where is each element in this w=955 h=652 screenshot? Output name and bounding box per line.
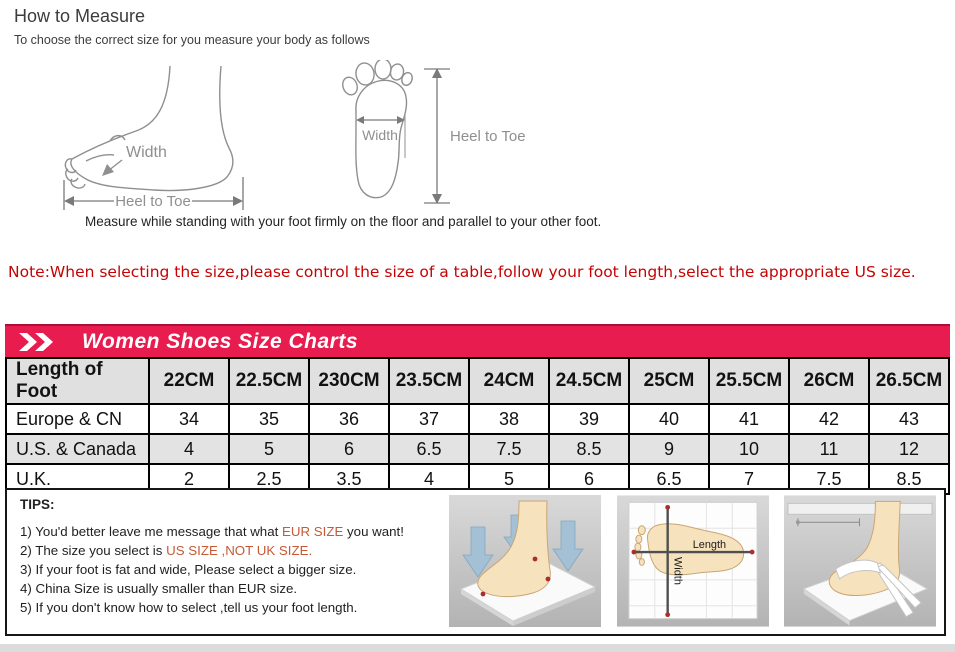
- data-cell: 4: [149, 434, 229, 464]
- double-chevron-right-icon: [18, 332, 56, 352]
- press-down-foot-illustration: [449, 495, 601, 627]
- data-cell: 6: [549, 464, 629, 494]
- data-cell: 12: [869, 434, 949, 464]
- top-width-label: Width: [362, 127, 398, 143]
- data-cell: 2: [149, 464, 229, 494]
- data-cell: 41: [709, 404, 789, 434]
- header-cell: 25CM: [629, 358, 709, 404]
- tip-text: 5) If you don't know how to select ,tell us your foot length.: [20, 600, 358, 615]
- tip-highlight: EUR SIZE: [282, 524, 344, 539]
- top-heel-to-toe-label: Heel to Toe: [450, 128, 526, 145]
- data-cell: 11: [789, 434, 869, 464]
- measure-caption: Measure while standing with your foot firmly on the floor and parallel to your other foot.: [85, 214, 602, 229]
- tip-text: 2) The size you select is: [20, 543, 167, 558]
- data-cell: 4: [389, 464, 469, 494]
- tip-text: 1) You'd better leave me message that what: [20, 524, 282, 539]
- row-label: U.K.: [6, 464, 149, 494]
- tip-item: [20, 524, 404, 539]
- data-cell: 10: [709, 434, 789, 464]
- header-cell: 22CM: [149, 358, 229, 404]
- tip-text: you want!: [343, 524, 404, 539]
- side-heel-to-toe-label: Heel to Toe: [115, 193, 191, 210]
- tip-text: 4) China Size is usually smaller than EUR size.: [20, 581, 298, 596]
- size-chart-title: Women Shoes Size Charts: [82, 329, 359, 353]
- tip-text: 3) If your foot is fat and wide, Please select a bigger size.: [20, 562, 357, 577]
- data-cell: 7.5: [789, 464, 869, 494]
- data-cell: 36: [309, 404, 389, 434]
- data-cell: 6: [309, 434, 389, 464]
- data-cell: 5: [229, 434, 309, 464]
- tip-item: [20, 581, 297, 596]
- size-chart-banner: [5, 324, 950, 357]
- header-cell: Length of Foot: [6, 358, 149, 404]
- data-cell: 40: [629, 404, 709, 434]
- data-cell: 34: [149, 404, 229, 434]
- tips-title: TIPS:: [20, 497, 55, 512]
- tip-highlight: US SIZE ,NOT UK SIZE.: [166, 543, 313, 558]
- bottom-divider: [0, 644, 955, 652]
- arrow-left-icon: [356, 116, 364, 124]
- row-label: U.S. & Canada: [6, 434, 149, 464]
- data-cell: 42: [789, 404, 869, 434]
- width-label: Width: [671, 557, 684, 585]
- data-cell: 9: [629, 434, 709, 464]
- data-cell: 35: [229, 404, 309, 434]
- data-cell: 39: [549, 404, 629, 434]
- tip-item: [20, 543, 312, 558]
- table-header-row: [6, 358, 949, 404]
- tape-wrap-foot-illustration: [784, 495, 936, 627]
- length-width-grid-illustration: [617, 495, 769, 627]
- header-cell: 26CM: [789, 358, 869, 404]
- data-cell: 8.5: [869, 464, 949, 494]
- size-note: Note:When selecting the size,please control the size of a table,follow your foot length,select the appropriate US size.: [8, 263, 916, 281]
- width-arrow-icon: [102, 164, 114, 176]
- table-row: [6, 434, 949, 464]
- page-title: How to Measure: [14, 6, 146, 26]
- data-cell: 43: [869, 404, 949, 434]
- side-foot-diagram: [56, 60, 256, 212]
- tip-item: [20, 600, 357, 615]
- data-cell: 2.5: [229, 464, 309, 494]
- header-cell: 230CM: [309, 358, 389, 404]
- arrow-right-icon: [233, 196, 243, 206]
- top-foot-diagram: [332, 60, 537, 212]
- page-subtitle: To choose the correct size for you measure your body as follows: [14, 33, 370, 47]
- row-label: Europe & CN: [6, 404, 149, 434]
- data-cell: 6.5: [389, 434, 469, 464]
- length-label: Length: [692, 539, 727, 552]
- data-cell: 37: [389, 404, 469, 434]
- header-cell: 24.5CM: [549, 358, 629, 404]
- data-cell: 7.5: [469, 434, 549, 464]
- data-cell: 7: [709, 464, 789, 494]
- data-cell: 8.5: [549, 434, 629, 464]
- header-cell: 25.5CM: [709, 358, 789, 404]
- header-cell: 24CM: [469, 358, 549, 404]
- arrow-left-icon: [64, 196, 74, 206]
- size-chart-table: [5, 357, 950, 495]
- table-row: [6, 404, 949, 434]
- data-cell: 6.5: [629, 464, 709, 494]
- tip-item: [20, 562, 356, 577]
- side-width-label: Width: [126, 144, 167, 161]
- data-cell: 38: [469, 404, 549, 434]
- data-cell: 3.5: [309, 464, 389, 494]
- data-cell: 5: [469, 464, 549, 494]
- header-cell: 26.5CM: [869, 358, 949, 404]
- header-cell: 23.5CM: [389, 358, 469, 404]
- header-cell: 22.5CM: [229, 358, 309, 404]
